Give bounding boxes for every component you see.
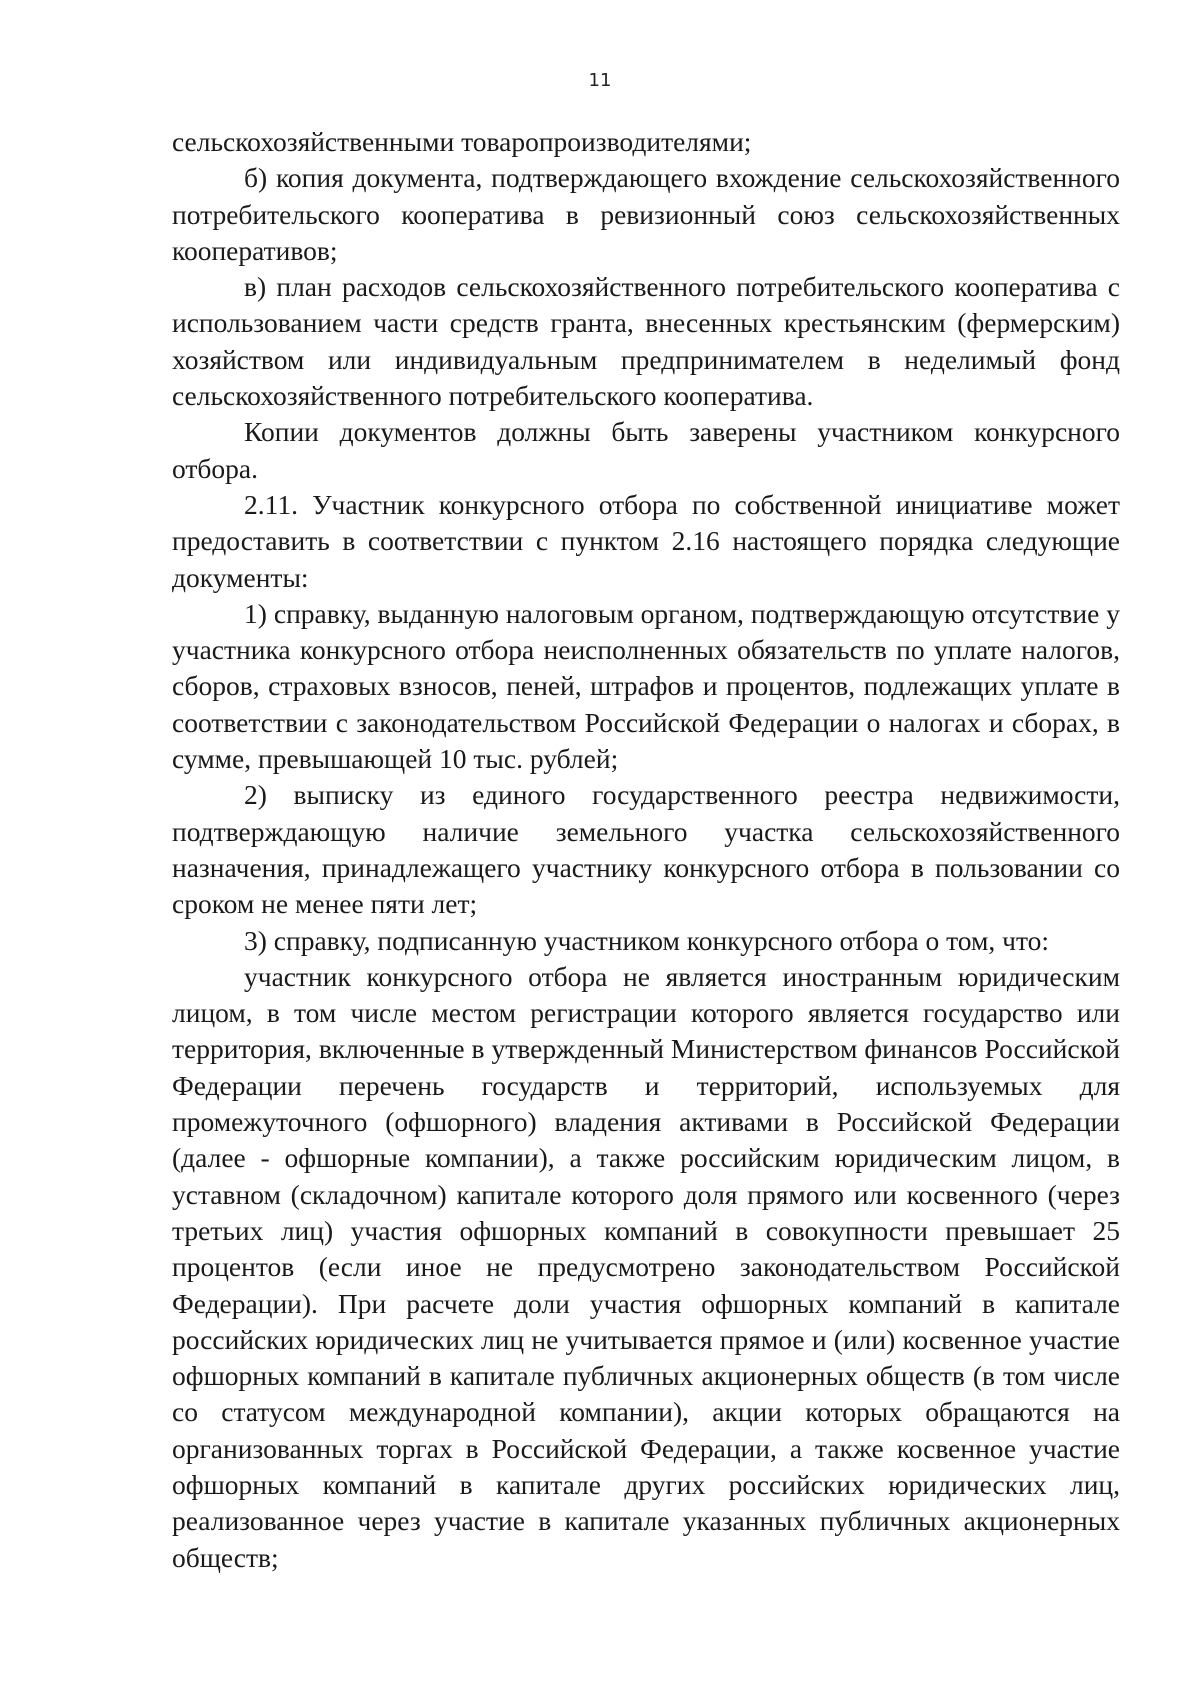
paragraph-offshore-statement: участник конкурсного отбора не является иностранным юридическим лицом, в том числе местом регистрации которого является государство или территория, включенные в утвержденный Министерством финансов Российской Федерации перечень государств и территорий, используемых для промежуточного (офшорного) владения активами в Российской Федерации (далее - офшорные компании), а также российским юридическим лицом, в уставном (складочном) капитале которого доля прямого или косвенного (через третьих лиц) участия офшорных компаний в совокупности превышает 25 процентов (если иное не предусмотрено законодательством Российской Федерации). При расчете доли участия офшорных компаний в капитале российских юридических лиц не учитывается прямое и (или) косвенное участие офшорных компаний в капитале публичных акционерных обществ (в том числе со статусом международной компании), акции которых обращаются на организованных торгах в Российской Федерации, а также косвенное участие офшорных компаний в капитале других российских юридических лиц, реализованное через участие в капитале указанных публичных акционерных обществ; [172, 960, 1120, 1573]
paragraph-item-v: в) план расходов сельскохозяйственного потребительского кооператива с использованием части средств гранта, внесенных крестьянским (фермерским) хозяйством или индивидуальным предпринимателем в неделимый фонд сельскохозяйственного потребительского кооператива. [172, 271, 1120, 412]
paragraph-section-2-11: 2.11. Участник конкурсного отбора по собственной инициативе может предоставить в соответствии с пунктом 2.16 настоящего порядка следующие документы: [172, 488, 1120, 593]
paragraph-continuation: сельскохозяйственными товаропроизводителями; [172, 126, 752, 157]
paragraph-item-1-tax-certificate: 1) справку, выданную налоговым органом, подтверждающую отсутствие у участника конкурсного отбора неисполненных обязательств по уплате налогов, сборов, страховых взносов, пеней, штрафов и процентов, подлежащих уплате в соответствии с законодательством Российской Федерации о налогах и сборах, в сумме, превышающей 10 тыс. рублей; [172, 597, 1120, 775]
paragraph-item-2-registry-extract: 2) выписку из единого государственного реестра недвижимости, подтверждающую наличие земельного участка сельскохозяйственного назначения, принадлежащего участнику конкурсного отбора в пользовании со сроком не менее пяти лет; [172, 779, 1120, 920]
document-body [172, 124, 1120, 1576]
paragraph-item-b: б) копия документа, подтверждающего вхождение сельскохозяйственного потребительского кооператива в ревизионный союз сельскохозяйственных кооперативов; [172, 162, 1120, 266]
paragraph-copies-certification: Копии документов должны быть заверены участником конкурсного отбора. [172, 416, 1120, 484]
paragraph-item-3-signed-certificate: 3) справку, подписанную участником конкурсного отбора о том, что: [244, 924, 1050, 956]
page-number: 11 [588, 70, 612, 91]
